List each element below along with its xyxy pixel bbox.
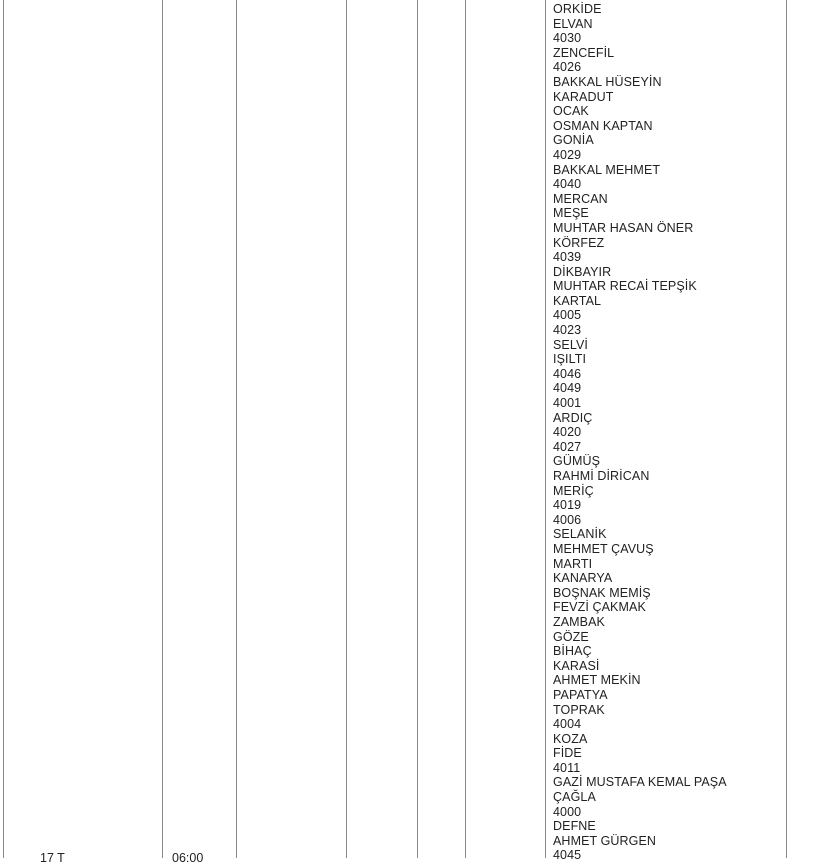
street-name: MUHTAR RECAİ TEPŞİK [553,279,697,294]
street-name: TOPRAK [553,702,605,717]
column-divider [786,0,787,858]
street-name: DEFNE [553,819,596,834]
street-name: ELVAN [553,16,593,31]
street-name: GONİA [553,133,594,148]
street-name: BOŞNAK MEMİŞ [553,585,651,600]
street-name: 4006 [553,512,582,527]
street-name: KOZA [553,731,588,746]
street-name: ZAMBAK [553,614,605,629]
street-name: 4001 [553,396,582,411]
street-name: GAZİ MUSTAFA KEMAL PAŞA [553,775,727,790]
street-name: FİDE [553,746,582,761]
street-name: KARASİ [553,658,600,673]
affected-streets-cell [553,2,727,863]
street-name: ORKİDE [553,2,602,16]
column-divider [346,0,347,858]
street-name: OCAK [553,104,589,119]
street-name: 4040 [553,177,582,192]
street-name: ARDIÇ [553,410,593,425]
street-name: BAKKAL MEHMET [553,162,661,177]
street-name: 4000 [553,804,582,819]
street-name: ÇAĞLA [553,790,596,805]
street-name: 4030 [553,31,582,46]
street-name: 4046 [553,366,582,381]
street-name: BAKKAL HÜSEYİN [553,74,662,89]
street-name: 4027 [553,439,582,454]
street-name: ZENCEFİL [553,45,615,60]
street-name: 4045 [553,848,582,863]
street-name: FEVZİ ÇAKMAK [553,600,646,615]
street-name: 4005 [553,308,582,323]
street-name: AHMET MEKİN [553,673,641,688]
street-name: MARTI [553,556,593,571]
street-name: KÖRFEZ [553,235,605,250]
street-name: PAPATYA [553,687,608,702]
street-name: 4019 [553,498,582,513]
street-name: GÖZE [553,629,589,644]
street-name: MERCAN [553,191,608,206]
column-divider [417,0,418,858]
street-name: 4039 [553,250,582,265]
street-name: 4029 [553,147,582,162]
column-divider [236,0,237,858]
street-name: KANARYA [553,571,613,586]
street-name: IŞILTI [553,352,587,367]
street-name: BİHAÇ [553,644,592,659]
column-divider [465,0,466,858]
street-name: DİKBAYIR [553,264,612,279]
street-name: 4026 [553,60,582,75]
street-name: SELVİ [553,337,589,352]
street-name: SELANİK [553,527,607,542]
next-row-time-cell: 06:00 [172,851,204,865]
next-row-date-cell: 17 T [40,851,65,865]
street-name: 4011 [553,760,581,775]
street-name: KARADUT [553,89,614,104]
street-name: MEŞE [553,206,589,221]
street-name: RAHMİ DİRİCAN [553,469,650,483]
street-name: 4023 [553,323,582,338]
column-divider [545,0,546,858]
street-name: 4049 [553,381,582,396]
street-name: GÜMÜŞ [553,454,601,469]
street-name: 4020 [553,425,582,440]
street-name: AHMET GÜRGEN [553,833,657,848]
street-name: MEHMET ÇAVUŞ [553,541,654,556]
street-name: 4004 [553,717,582,732]
column-divider [3,0,4,858]
street-name: OSMAN KAPTAN [553,118,653,133]
column-divider [162,0,163,858]
street-name: MUHTAR HASAN ÖNER [553,220,694,235]
street-name: KARTAL [553,293,602,308]
street-name: MERİÇ [553,483,594,498]
